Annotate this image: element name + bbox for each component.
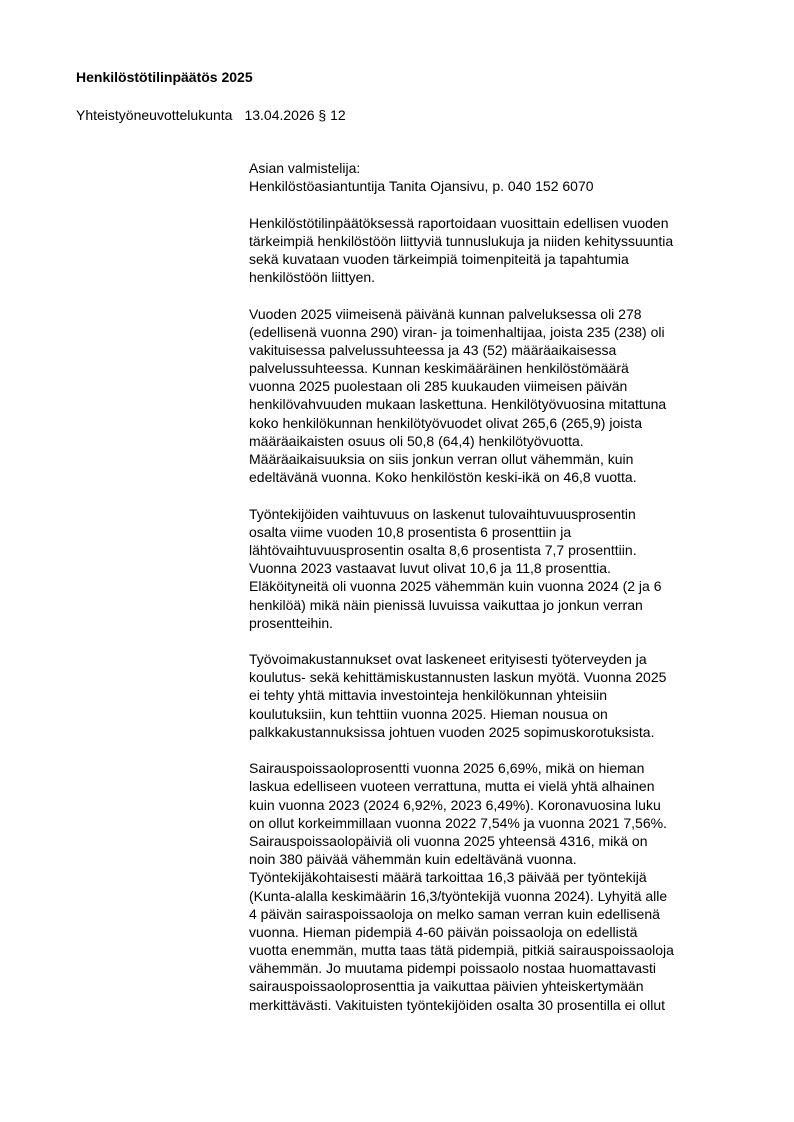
paragraph-line: vähemmän. Jo muutama pidempi poissaolo nostaa huomattavasti xyxy=(249,960,656,977)
paragraph-line: henkilöstöön liittyen. xyxy=(249,269,376,286)
paragraph-line: henkilövahvuuden mukaan laskettuna. Henkilötyövuosina mitattuna xyxy=(249,396,667,413)
paragraph-spacer xyxy=(249,195,749,213)
paragraph-line: Henkilöstötilinpäätöksessä raportoidaan vuosittain edellisen vuoden xyxy=(249,214,669,231)
paragraph-line: tärkeimpiä henkilöstöön liittyviä tunnuslukuja ja niiden kehityssuuntia xyxy=(249,232,674,249)
paragraph xyxy=(249,305,749,487)
paragraph-line: vuonna. Hieman pidempiä 4-60 päivän poissaoloja on edellistä xyxy=(249,923,638,940)
paragraph-line: on ollut korkeimmillaan vuonna 2022 7,54% ja vuonna 2021 7,56%. xyxy=(249,814,667,831)
paragraph-line: vakituisessa palvelussuhteessa ja 43 (52) määräaikaisessa xyxy=(249,341,617,358)
paragraph-line: Vuonna 2023 vastaavat luvut olivat 10,6 ja 11,8 prosenttia. xyxy=(249,560,611,577)
paragraph-line: lähtövaihtuvuusprosentin osalta 8,6 prosentista 7,7 prosenttiin. xyxy=(249,541,637,558)
paragraph-spacer xyxy=(249,486,749,504)
meeting-date-section: 13.04.2026 § 12 xyxy=(244,107,346,123)
paragraph-line: määräaikaisten osuus oli 50,8 (64,4) henkilötyövuotta. xyxy=(249,432,584,449)
paragraph xyxy=(249,759,749,1014)
document-title: Henkilöstötilinpäätös 2025 xyxy=(76,69,253,85)
paragraph-line: osalta viime vuoden 10,8 prosentista 6 prosenttiin ja xyxy=(249,523,572,540)
paragraph-line: Työvoimakustannukset ovat laskeneet erityisesti työterveyden ja xyxy=(249,651,647,668)
paragraph-line: 4 päivän sairaspoissaoloja on melko saman verran kuin edellisenä xyxy=(249,905,660,922)
paragraph-line: kuin vuonna 2023 (2024 6,92%, 2023 6,49%). Koronavuosina luku xyxy=(249,796,661,813)
paragraph-line: koko henkilökunnan henkilötyövuodet olivat 265,6 (265,9) joista xyxy=(249,414,643,431)
paragraph xyxy=(249,505,749,632)
meeting-reference xyxy=(76,106,346,124)
paragraph-line: Sairauspoissaolopäiviä oli vuonna 2025 yhteensä 4316, mikä on xyxy=(249,832,648,849)
paragraph-line: (Kunta-alalla keskimäärin 16,3/työntekijä vuonna 2024). Lyhyitä alle xyxy=(249,887,668,904)
document-body xyxy=(249,159,749,1014)
paragraph-line: koulutus- sekä kehittämiskustannusten laskun myötä. Vuonna 2025 xyxy=(249,669,667,686)
paragraph-line: Työntekijöiden vaihtuvuus on laskenut tulovaihtuvuusprosentin xyxy=(249,505,636,522)
paragraph xyxy=(249,650,749,741)
paragraph-line: koulutuksiin, kun tehttiin vuonna 2025. Hieman nousua on xyxy=(249,705,608,722)
paragraph-line: Määräaikaisuuksia on siis jonkun verran ollut vähemmän, kuin xyxy=(249,451,634,467)
paragraph-line: edeltävänä vuonna. Koko henkilöstön keski-ikä on 46,8 vuotta. xyxy=(249,469,637,486)
paragraph-line: henkilöä) mikä näin pienissä luvuissa vaikuttaa jo jonkun verran xyxy=(249,596,643,613)
preparer-label: Asian valmistelija: xyxy=(249,160,361,176)
paragraph-line: palkkakustannuksissa johtuen vuoden 2025 sopimuskorotuksista. xyxy=(249,723,655,740)
paragraph-line: laskua edelliseen vuoteen verrattuna, mutta ei vielä yhtä alhainen xyxy=(249,778,655,795)
paragraph-line: ei tehty yhtä mittavia investointeja henkilökunnan yhteisiin xyxy=(249,687,607,704)
paragraph xyxy=(249,214,749,287)
paragraph-line: vuotta enemmän, mutta taas tätä pidempiä, pitkiä sairauspoissaoloja xyxy=(249,942,674,959)
paragraph-line: prosentteihin. xyxy=(249,614,334,631)
meeting-body: Yhteistyöneuvottelukunta xyxy=(76,107,233,123)
paragraph-line: sairauspoissaoloprosenttia ja vaikuttaa päivien yhteiskertymään xyxy=(249,978,644,995)
paragraph-line: palvelussuhteessa. Kunnan keskimääräinen henkilöstömäärä xyxy=(249,360,629,377)
preparer-contact: Henkilöstöasiantuntija Tanita Ojansivu, p. 040 152 6070 xyxy=(249,178,594,195)
paragraph-line: Sairauspoissaoloprosentti vuonna 2025 6,69%, mikä on hieman xyxy=(249,760,645,777)
paragraph-line: sekä kuvataan vuoden tärkeimpiä toimenpiteitä ja tapahtumia xyxy=(249,250,629,267)
paragraph-line: (edellisenä vuonna 290) viran- ja toimenhaltijaa, joista 235 (238) oli xyxy=(249,323,665,340)
paragraph-line: noin 380 päivää vähemmän kuin edeltävänä vuonna. xyxy=(249,851,577,868)
paragraph-spacer xyxy=(249,632,749,650)
paragraph-spacer xyxy=(249,741,749,759)
paragraph-line: Vuoden 2025 viimeisenä päivänä kunnan palveluksessa oli 278 xyxy=(249,305,642,322)
paragraph-line: merkittävästi. Vakituisten työntekijöiden osalta 30 prosentilla ei ollut xyxy=(249,996,666,1013)
paragraph-line: Eläköityneitä oli vuonna 2025 vähemmän kuin vuonna 2024 (2 ja 6 xyxy=(249,578,662,595)
paragraph-line: vuonna 2025 puolestaan oli 285 kuukauden viimeisen päivän xyxy=(249,378,628,395)
paragraph-line: Työntekijäkohtaisesti määrä tarkoittaa 16,3 päivää per työntekijä xyxy=(249,869,647,886)
paragraph-spacer xyxy=(249,286,749,304)
